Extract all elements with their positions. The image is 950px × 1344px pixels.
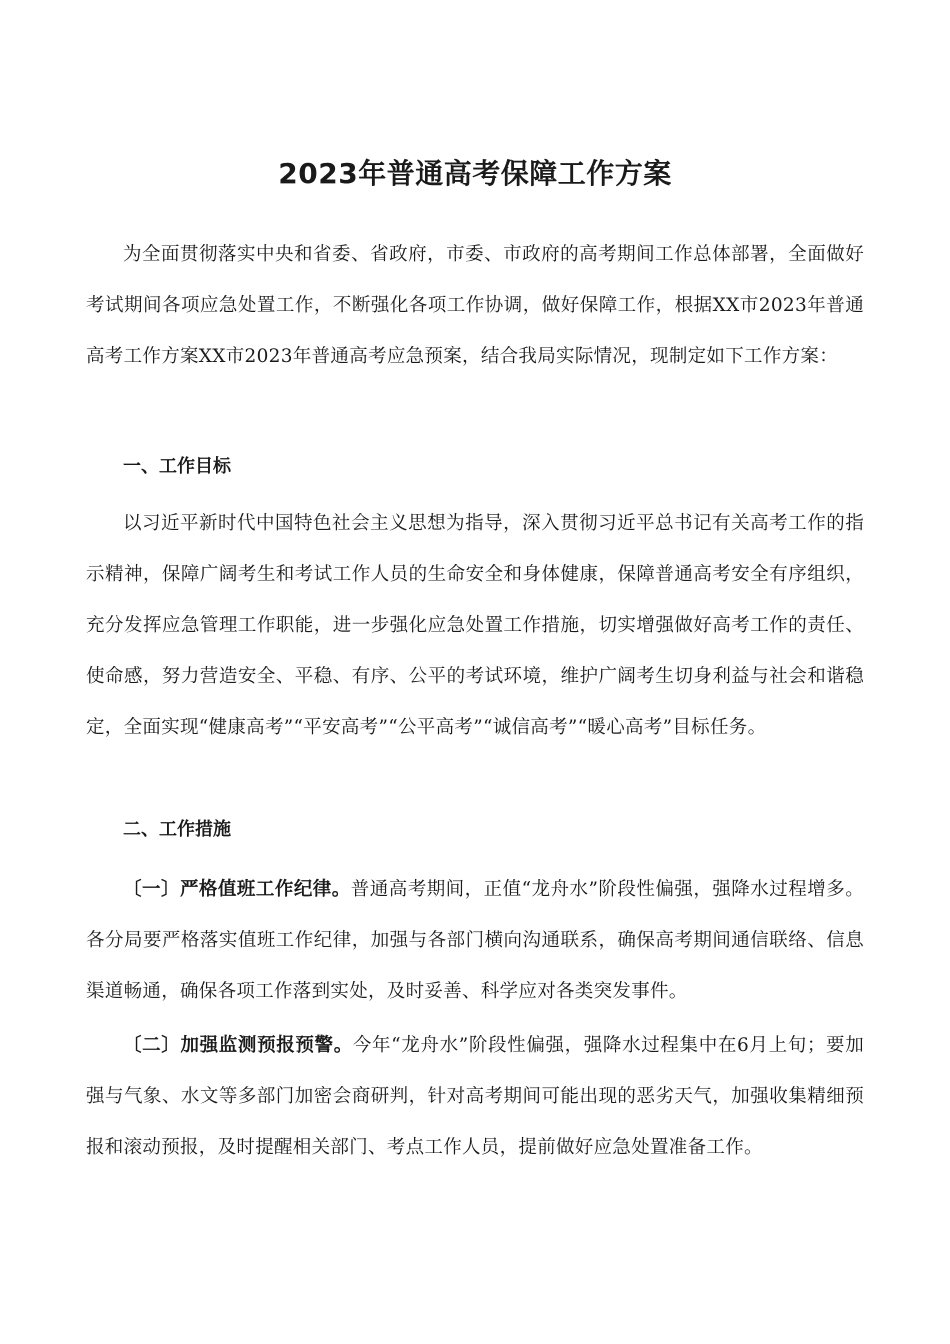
measure-item-1-lead: 〔一〕严格值班工作纪律。 [123, 879, 351, 900]
measure-item-1 [86, 864, 864, 1017]
intro-paragraph: 为全面贯彻落实中央和省委、省政府，市委、市政府的高考期间工作总体部署，全面做好考试期间各项应急处置工作，不断强化各项工作协调，做好保障工作，根据XX市2023年普通高考工作方案XX市2023年普通高考应急预案，结合我局实际情况，现制定如下工作方案： [86, 244, 864, 367]
measure-item-2-lead: 〔二〕加强监测预报预警。 [123, 1035, 353, 1056]
section-heading-measures: 二、工作措施 [123, 819, 231, 840]
measure-item-2 [86, 1020, 864, 1173]
document-title: 2023年普通高考保障工作方案 [278, 157, 672, 190]
section-heading-goals: 一、工作目标 [123, 456, 231, 477]
measure-item-2-body: 今年“龙舟水”阶段性偏强，强降水过程集中在6月上旬；要加强与气象、水文等多部门加密会商研判，针对高考期间可能出现的恶劣天气，加强收集精细预报和滚动预报，及时提醒相关部门、考点工作人员，提前做好应急处置准备工作。 [86, 1035, 864, 1158]
goals-paragraph: 以习近平新时代中国特色社会主义思想为指导，深入贯彻习近平总书记有关高考工作的指示精神，保障广阔考生和考试工作人员的生命安全和身体健康，保障普通高考安全有序组织，充分发挥应急管理工作职能，进一步强化应急处置工作措施，切实增强做好高考工作的责任、使命感，努力营造安全、平稳、有序、公平的考试环境，维护广阔考生切身利益与社会和谐稳定，全面实现“健康高考”“平安高考”“公平高考”“诚信高考”“暖心高考”目标任务。 [86, 513, 864, 738]
measure-item-1-body: 普通高考期间，正值“龙舟水”阶段性偏强，强降水过程增多。各分局要严格落实值班工作纪律，加强与各部门横向沟通联系，确保高考期间通信联络、信息渠道畅通，确保各项工作落到实处，及时妥善、科学应对各类突发事件。 [86, 879, 864, 1002]
